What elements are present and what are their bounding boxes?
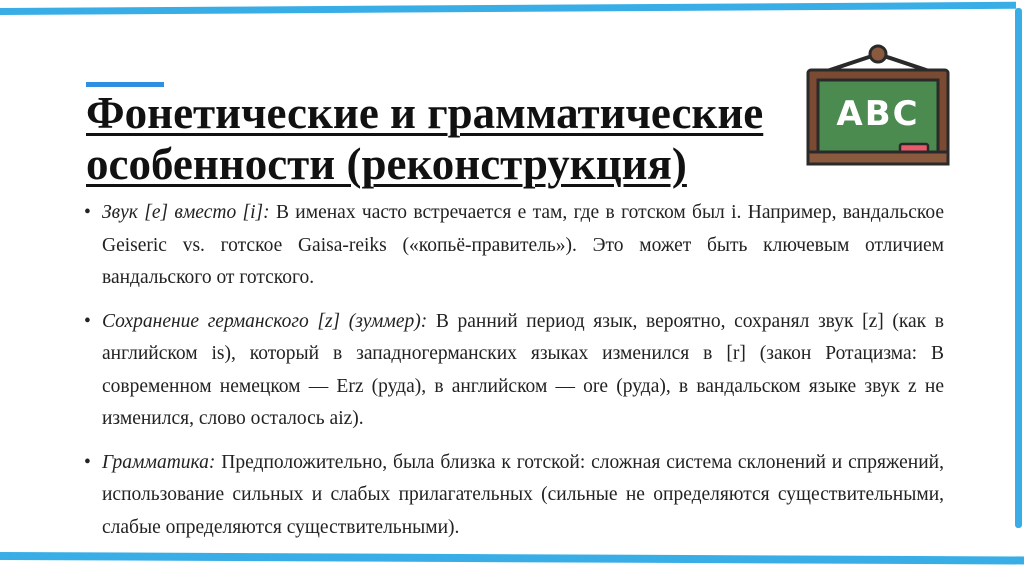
title-line-2: особенности (реконструкция) [86,139,687,189]
bullet-body: Предположительно, была близка к готской: сложная система склонений и спряжений, использование сильных и слабых прилагательных (сильные не определяются существительными, слабые определяются существительными). [102,451,944,538]
bullet-marker: • [84,451,91,473]
title-accent-bar [86,82,164,87]
chalkboard-icon [804,42,952,174]
bullet-marker: • [84,202,91,223]
list-item [84,197,944,295]
bullet-body: В ранний период язык, вероятно, сохранял звук [z] (как в английском is), который в западногерманских языках изменился в [r] (закон Ротацизма: В современном немецком — Erz (руда), в английском — ore (руда), в вандальском языке звук z не изменился, слово осталось aiz). [102,310,944,429]
frame-stroke-right [1015,8,1022,528]
bullet-lead: Грамматика: [102,451,216,473]
bullet-list [84,197,944,555]
board-text: ABC [836,94,920,134]
frame-stroke-top [0,2,1016,15]
bullet-body: В именах часто встречается e там, где в готском был i. Например, вандальское Geiseric vs. готское Gaisa-reiks («копьё-правитель»). Это может быть ключевым отличием вандальского от готского. [102,202,944,288]
bullet-lead: Звук [e] вместо [i]: [102,202,270,223]
list-item [84,447,944,545]
title-line-1: Фонетические и грамматические [86,88,764,138]
list-item [84,306,944,436]
bullet-lead: Сохранение германского [z] (зуммер): [102,310,428,332]
bullet-marker: • [84,310,91,332]
page-title [86,88,786,190]
